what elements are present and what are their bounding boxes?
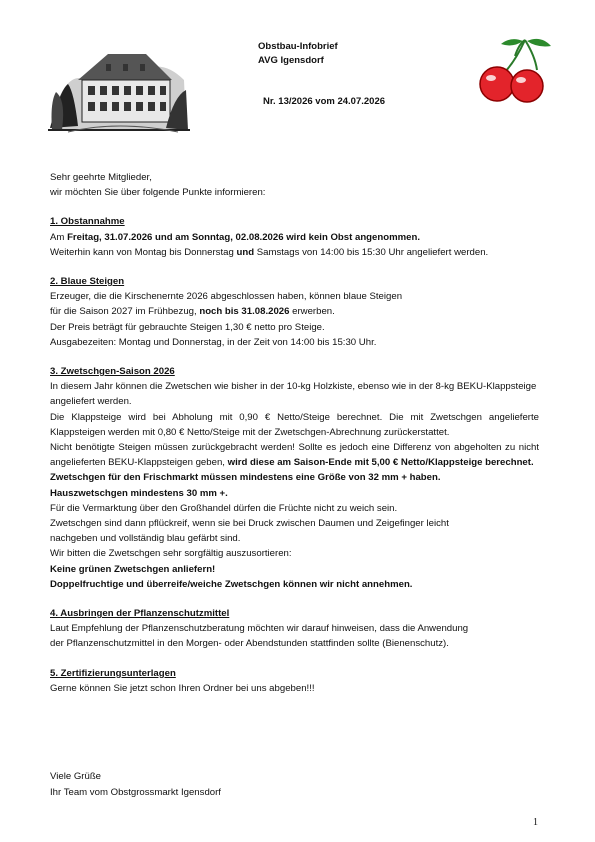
text-span: Nicht benötigte Steigen müssen zurückgebracht werden! Sollte es jedoch eine Differenz von abgeholten zu nicht angelieferten BEKU-Klappsteigen geben, [50, 442, 539, 469]
section-heading: 3. Zwetschgen-Saison 2026 [50, 366, 175, 378]
text-span: Am [50, 231, 68, 243]
section-zertifizierung [50, 666, 539, 696]
paragraph: Zwetschgen sind dann pflückreif, wenn sie bei Druck zwischen Daumen und Zeigefinger leicht [50, 518, 449, 530]
paragraph: In diesem Jahr können die Zwetschen wie bisher in der 10-kg Holzkiste, ebenso wie in der 8-kg BEKU-Klappsteige angeliefert werden. [50, 381, 537, 408]
cherry-logo [475, 36, 553, 108]
bold-text: wird diese am Saison-Ende mit 5,00 € Netto/Klappsteige berechnet. [227, 457, 534, 469]
page-number: 1 [533, 817, 538, 828]
bold-text: Zwetschgen für den Frischmarkt müssen mindestens eine Größe von 32 mm + haben. [50, 472, 441, 484]
paragraph: Die Klappsteige wird bei Abholung mit 0,90 € Netto/Steige berechnet. Die mit Zwetschgen angelieferte Klappsteigen werden mit 0,80 € Netto/Steige mit der Zwetschgen-Abrechnung zurückerstattet. [50, 411, 539, 438]
closing-line2: Ihr Team vom Obstgrossmarkt Igensdorf [50, 787, 221, 798]
text-span: Weiterhin kann von Montag bis Donnerstag [50, 246, 237, 258]
paragraph: Für die Vermarktung über den Großhandel dürfen die Früchte nicht zu weich sein. [50, 502, 398, 514]
paragraph: Wir bitten die Zwetschgen sehr sorgfältig auszusortieren: [50, 548, 292, 560]
closing-line1: Viele Grüße [50, 771, 102, 782]
bold-text: Hauszwetschgen mindestens 30 mm +. [50, 487, 228, 499]
bold-text: noch bis 31.08.2026 [199, 306, 290, 318]
greeting-line2: wir möchten Sie über folgende Punkte informieren: [50, 187, 266, 199]
section-heading: 5. Zertifizierungsunterlagen [50, 667, 176, 679]
paragraph-line: Ausgabezeiten: Montag und Donnerstag, in der Zeit von 14:00 bis 15:30 Uhr. [50, 336, 377, 348]
text-span: Samstags von 14:00 bis 15:30 Uhr angeliefert werden. [254, 246, 489, 258]
issue-number: Nr. 13/2026 vom 24.07.2026 [263, 96, 386, 107]
section-obstannahme [50, 214, 539, 260]
section-heading: 1. Obstannahme [50, 216, 125, 228]
header-title-line2: AVG Igensdorf [258, 55, 324, 66]
bold-text: Keine grünen Zwetschgen anliefern! [50, 563, 216, 575]
paragraph: nachgeben und vollständig blau gefärbt sind. [50, 533, 241, 545]
letter-body [50, 170, 539, 696]
bold-text: Doppelfruchtige und überreife/weiche Zwetschgen können wir nicht annehmen. [50, 578, 413, 590]
paragraph-line: Gerne können Sie jetzt schon Ihren Ordner bei uns abgeben!!! [50, 682, 315, 694]
text-span: erwerben. [289, 306, 335, 318]
closing-block [50, 769, 221, 801]
section-heading: 2. Blaue Steigen [50, 276, 125, 288]
section-pflanzenschutz [50, 606, 539, 652]
paragraph-line: Erzeuger, die die Kirschenernte 2026 abgeschlossen haben, können blaue Steigen [50, 291, 403, 303]
text-span: für die Saison 2027 im Frühbezug, [50, 306, 200, 318]
building-sketch-logo [48, 40, 190, 134]
paragraph-line: der Pflanzenschutzmittel in den Morgen- oder Abendstunden stattfinden sollte (Bienenschutz). [50, 638, 449, 650]
section-zwetschgen-saison [50, 364, 539, 592]
section-blaue-steigen [50, 274, 539, 350]
greeting-line1: Sehr geehrte Mitglieder, [50, 172, 152, 183]
bold-text: und [236, 246, 255, 258]
paragraph-line: Laut Empfehlung der Pflanzenschutzberatung möchten wir darauf hinweisen, dass die Anwendung [50, 623, 469, 635]
section-heading: 4. Ausbringen der Pflanzenschutzmittel [50, 608, 230, 620]
paragraph-line: Der Preis beträgt für gebrauchte Steigen 1,30 € netto pro Steige. [50, 321, 325, 333]
header-title-line1: Obstbau-Infobrief [258, 41, 338, 52]
bold-text: Freitag, 31.07.2026 und am Sonntag, 02.08.2026 wird kein Obst angenommen. [67, 231, 421, 243]
